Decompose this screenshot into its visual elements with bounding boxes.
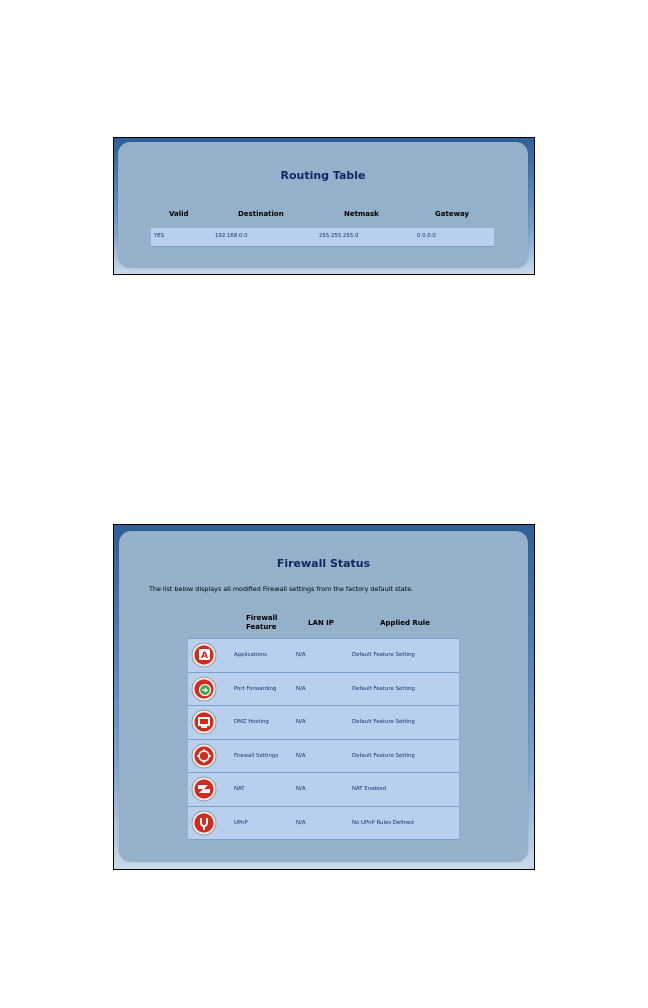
svg-text:A: A [201,651,208,661]
port-forwarding-icon [191,676,217,702]
lan-ip-cell: N/A [296,719,306,725]
rule-cell: Default Feature Setting [352,685,415,692]
rule-cell: Default Feature Setting [352,719,415,725]
lan-ip-cell: N/A [296,752,306,759]
table-row[interactable] [151,228,494,247]
rule-cell: No UPnP Rules Defined [352,819,414,826]
col-destination: Destination [238,210,284,218]
netmask-cell: 255.255.255.0 [319,233,359,239]
routing-title: Routing Table [280,169,366,182]
routing-panel [118,142,528,268]
applications-icon [191,642,217,668]
table-row[interactable] [188,673,459,707]
nat-icon [191,776,217,802]
dmz-hosting-icon [191,709,217,735]
firewall-status-screenshot [113,524,535,870]
firewall-table [188,638,459,840]
routing-table-screenshot [113,137,535,275]
col-lan-ip: LAN IP [308,619,334,627]
table-row[interactable] [188,740,459,774]
firewall-settings-icon [191,743,217,769]
feature-cell: Firewall Settings [234,752,279,759]
rule-cell: Default Feature Setting [352,652,415,658]
feature-cell: Applications [234,652,267,658]
lan-ip-cell: N/A [296,652,306,658]
firewall-title: Firewall Status [276,557,371,570]
feature-cell: UPnP [234,819,248,826]
col-netmask: Netmask [344,210,379,218]
feature-cell: Port Forwarding [234,685,277,692]
upnp-icon [191,810,217,836]
feature-cell: DMZ Hosting [234,719,269,725]
col-valid: Valid [169,210,189,218]
destination-cell: 192.168.0.0 [215,233,248,239]
feature-cell: NAT [234,786,245,792]
table-row[interactable] [188,639,459,673]
table-row[interactable] [188,706,459,740]
valid-cell: YES [154,233,165,239]
col-applied-rule: Applied Rule [380,619,430,627]
lan-ip-cell: N/A [296,786,306,792]
col-firewall-feature: Firewall Feature [246,614,278,631]
rule-cell: Default Feature Setting [352,752,415,759]
col-gateway: Gateway [435,210,470,218]
table-row[interactable] [188,807,459,841]
rule-cell: NAT Enabled [352,786,387,792]
lan-ip-cell: N/A [296,819,306,826]
table-row[interactable] [188,773,459,807]
lan-ip-cell: N/A [296,685,306,692]
firewall-description: The list below displays all modified Firewall settings from the factory default state. [149,585,414,593]
firewall-panel [119,531,528,862]
gateway-cell: 0.0.0.0 [417,233,436,239]
